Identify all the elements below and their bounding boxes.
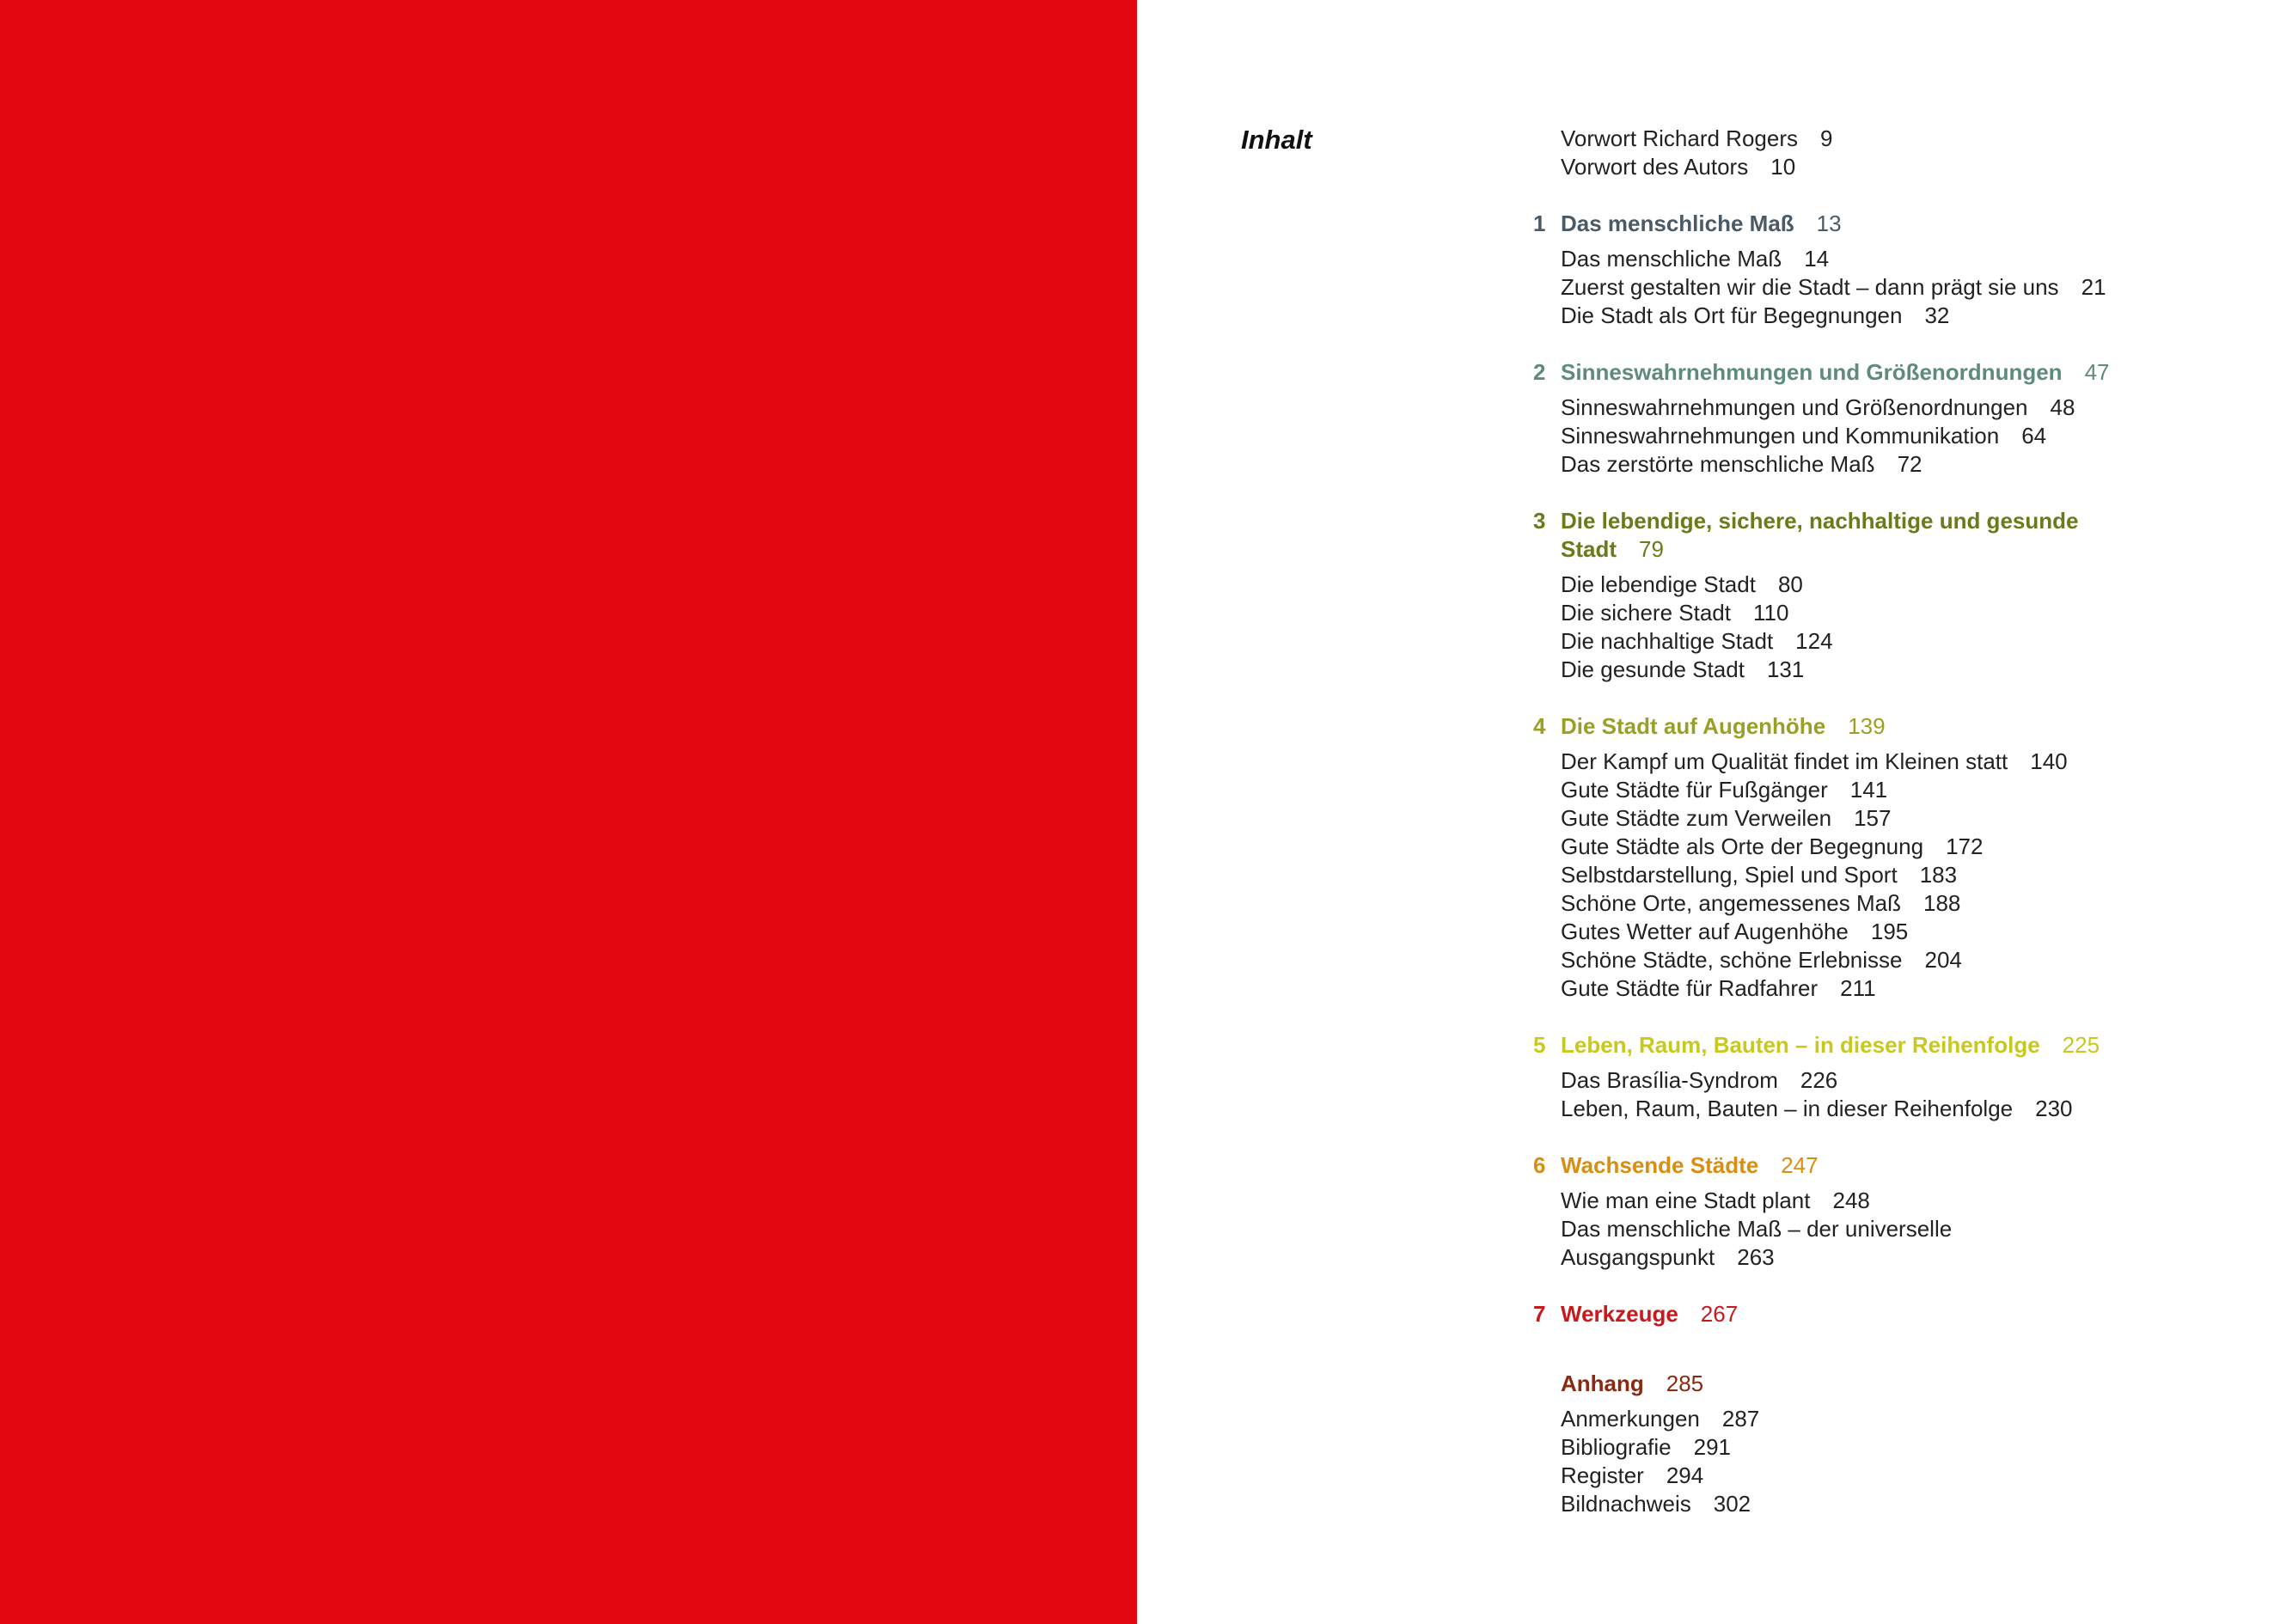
- toc-entry: Schöne Orte, angemessenes Maß 188: [1561, 890, 1961, 916]
- toc-entry: Gute Städte zum Verweilen 157: [1561, 805, 1892, 831]
- toc-entry: Leben, Raum, Bauten – in dieser Reihenfolge 230: [1561, 1096, 2073, 1121]
- toc-entry: Gute Städte für Fußgänger 141: [1561, 777, 1888, 803]
- toc-entry: Die lebendige Stadt 80: [1561, 571, 1803, 597]
- appendix-title: Anhang 285: [1561, 1371, 1704, 1396]
- toc-entry: Die nachhaltige Stadt 124: [1561, 628, 1833, 654]
- toc-entry: Vorwort Richard Rogers 9: [1561, 125, 1833, 151]
- toc-entry: Anmerkungen 287: [1561, 1406, 1760, 1432]
- toc-entry: Der Kampf um Qualität findet im Kleinen statt 140: [1561, 748, 2068, 774]
- toc-chapter-4: [1533, 712, 2204, 1003]
- toc-intro: [1533, 125, 2204, 181]
- chapter-title: 4 Die Stadt auf Augenhöhe 139: [1533, 713, 1886, 739]
- toc-entry: Das menschliche Maß – der universelle: [1561, 1216, 1953, 1242]
- toc-chapter-7: [1533, 1300, 2204, 1328]
- toc-entry: Gute Städte für Radfahrer 211: [1561, 975, 1876, 1001]
- toc-entry: Die sichere Stadt 110: [1561, 600, 1789, 626]
- toc-entry: Die gesunde Stadt 131: [1561, 656, 1805, 682]
- chapter-title: 2 Sinneswahrnehmungen und Größenordnungen 47: [1533, 359, 2110, 385]
- toc-entry: Gute Städte als Orte der Begegnung 172: [1561, 833, 1984, 859]
- toc-entry: Gutes Wetter auf Augenhöhe 195: [1561, 919, 1909, 944]
- toc-entry: Zuerst gestalten wir die Stadt – dann prägt sie uns 21: [1561, 274, 2106, 300]
- toc-entry: Sinneswahrnehmungen und Kommunikation 64: [1561, 423, 2047, 449]
- chapter-title: 3 Die lebendige, sichere, nachhaltige und gesunde Stadt 79: [1533, 508, 2079, 562]
- toc-entry: Wie man eine Stadt plant 248: [1561, 1187, 1870, 1213]
- toc-chapter-6: [1533, 1151, 2204, 1272]
- toc-entry: Register 294: [1561, 1462, 1704, 1488]
- toc-entry: Das Brasília-Syndrom 226: [1561, 1067, 1838, 1093]
- toc-entry: Das menschliche Maß 14: [1561, 246, 1830, 272]
- toc-entry: Sinneswahrnehmungen und Größenordnungen 48: [1561, 394, 2075, 420]
- toc-entry: Ausgangspunkt 263: [1561, 1244, 1775, 1270]
- toc-entry: Schöne Städte, schöne Erlebnisse 204: [1561, 947, 1962, 973]
- toc-entry: Die Stadt als Ort für Begegnungen 32: [1561, 302, 1950, 328]
- toc-entry: Bibliografie 291: [1561, 1434, 1732, 1460]
- chapter-title: 1 Das menschliche Maß 13: [1533, 211, 1842, 236]
- toc-entry: Vorwort des Autors 10: [1561, 154, 1796, 180]
- chapter-title: 6 Wachsende Städte 247: [1533, 1152, 1819, 1178]
- chapter-title: 7 Werkzeuge 267: [1533, 1301, 1739, 1327]
- table-of-contents: [1533, 125, 2204, 1547]
- toc-appendix: [1533, 1370, 2204, 1518]
- toc-entry: Bildnachweis 302: [1561, 1491, 1751, 1517]
- toc-chapter-1: [1533, 210, 2204, 330]
- toc-entry: Selbstdarstellung, Spiel und Sport 183: [1561, 862, 1958, 888]
- toc-chapter-3: [1533, 507, 2204, 684]
- toc-chapter-5: [1533, 1031, 2204, 1123]
- toc-chapter-2: [1533, 358, 2204, 479]
- chapter-title: 5 Leben, Raum, Bauten – in dieser Reihenfolge 225: [1533, 1032, 2100, 1058]
- toc-entry: Das zerstörte menschliche Maß 72: [1561, 451, 1923, 477]
- toc-heading: Inhalt: [1241, 125, 1312, 155]
